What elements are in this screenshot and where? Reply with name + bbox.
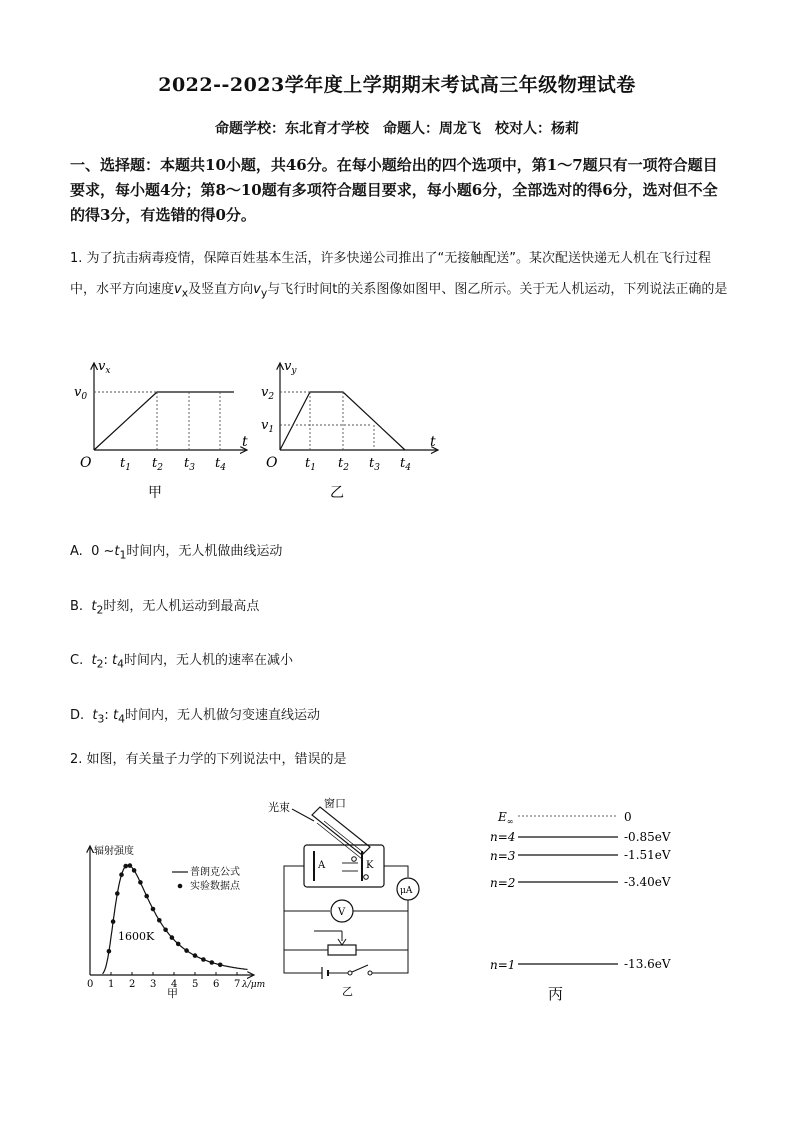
xtick-label: 2: [129, 979, 136, 990]
data-point: [115, 891, 120, 896]
figure-blackbody: [72, 840, 282, 1005]
data-point: [128, 863, 133, 868]
switch: [352, 965, 368, 972]
level-1-label: n=1: [490, 958, 516, 972]
xtick-label: $t_1$: [305, 456, 316, 473]
xtick-label: $t_3$: [369, 456, 380, 473]
rheostat: [328, 945, 356, 955]
origin-label: O: [266, 455, 278, 471]
section-instructions: 一、选择题：本题共10小题，共46分。在每小题给出的四个选项中，第1～7题只有一项符合题目要求，每小题4分；第8～10题有多项符合题目要求，每小题6分，全部选对的得6分，选对但不全的得3分，有选错的得0分。: [70, 156, 718, 224]
level-3-energy: -1.51eV: [624, 848, 671, 862]
data-point: [201, 957, 206, 962]
question-2-stem: 2. 如图，有关量子力学的下列说法中，错误的是: [70, 752, 347, 767]
xtick-label: 4: [171, 979, 178, 990]
data-point: [163, 928, 168, 933]
xtick-label: 5: [192, 979, 199, 990]
ytick-v0: $v_0$: [74, 385, 88, 402]
y-axis-label: $v_x$: [98, 359, 111, 376]
data-point: [176, 942, 181, 947]
question-number: 1.: [70, 251, 83, 266]
legend-line-label: 普朗克公式: [190, 867, 240, 878]
level-2-label: n=2: [490, 876, 516, 890]
x-ticks: [305, 456, 411, 473]
legend-dot-icon: [178, 884, 183, 889]
option-b[interactable]: B. $t_2$时刻，无人机运动到最高点: [70, 599, 260, 617]
level-3-label: n=3: [490, 849, 516, 863]
paper-subtitle: 命题学校：东北育才学校 命题人：周龙飞 校对人：杨莉: [215, 121, 579, 137]
figure-photoelectric: [262, 795, 442, 1000]
window-label: 窗口: [324, 797, 346, 810]
option-d[interactable]: D. $t_3$: $t_4$时间内，无人机做匀变速直线运动: [70, 708, 320, 726]
xtick-label: 3: [150, 979, 157, 990]
x-ticks: [120, 456, 226, 473]
data-point: [210, 960, 215, 965]
option-a[interactable]: A. 0 $\sim t_1$时间内，无人机做曲线运动: [70, 544, 283, 562]
x-axis-label: t: [242, 434, 248, 450]
figure-vx-t: [72, 355, 262, 505]
level-4-energy: -0.85eV: [624, 830, 671, 844]
svg-text:V: V: [338, 907, 346, 918]
question-number: 2.: [70, 752, 83, 767]
paper-title: 2022--2023学年度上学期期末考试高三年级物理试卷: [158, 74, 636, 96]
vx-curve: [94, 392, 234, 450]
data-point: [151, 907, 156, 912]
data-point: [119, 872, 124, 877]
level-inf-label: $E_\infty$: [498, 810, 514, 826]
data-point: [107, 949, 112, 954]
data-point: [138, 880, 143, 885]
beam-label: 光束: [268, 801, 290, 814]
question-1-stem: 1. 为了抗击病毒疫情，保障百姓基本生活，许多快递公司推出了“无接触配送”。某次配送快递无人机在飞行过程中，水平方向速度$v_x$及竖直方向$v_y$与飞行时间t的关系图像如图甲、图乙所示。关于无人机运动，下列说法正确的是: [70, 251, 728, 300]
x-axis-label: t: [430, 434, 436, 450]
figure-caption: 甲: [167, 987, 178, 1000]
level-2-energy: -3.40eV: [624, 875, 671, 889]
xtick-label: $t_4$: [400, 456, 411, 473]
data-point: [144, 894, 149, 899]
data-point: [170, 935, 175, 940]
xtick-label: $t_1$: [120, 456, 131, 473]
data-points: [107, 863, 223, 967]
level-1-energy: -13.6eV: [624, 957, 671, 971]
xtick-label: $t_2$: [152, 456, 163, 473]
figure-energy-levels: [488, 805, 688, 1005]
figure-caption: 乙: [330, 485, 344, 501]
figure-caption: 乙: [342, 985, 353, 998]
xtick-label: 1: [108, 979, 115, 990]
y-axis-label: 辐射强度: [94, 846, 134, 857]
ytick-v2: $v_2$: [261, 385, 275, 402]
xtick-label: 7: [234, 979, 241, 990]
svg-text:μA: μA: [400, 886, 413, 896]
y-axis-label: $v_y$: [284, 359, 297, 376]
temperature-label: 1600K: [118, 930, 155, 943]
x-axis-unit: λ/μm: [242, 980, 266, 990]
xtick-label: $t_2$: [338, 456, 349, 473]
vy-curve: [280, 392, 405, 450]
level-4-label: n=4: [490, 830, 516, 844]
legend-dots-label: 实验数据点: [190, 881, 240, 892]
data-point: [218, 963, 223, 968]
xtick-label: $t_3$: [184, 456, 195, 473]
ytick-v1: $v_1$: [261, 418, 275, 435]
anode-label: A: [318, 860, 326, 871]
data-point: [193, 953, 198, 958]
data-point: [157, 918, 162, 923]
figure-vy-t: [258, 355, 458, 505]
xtick-label: 0: [87, 979, 94, 990]
figure-caption: 丙: [548, 985, 564, 1003]
origin-label: O: [80, 455, 92, 471]
data-point: [184, 948, 189, 953]
level-inf-energy: 0: [624, 810, 632, 824]
figure-caption: 甲: [148, 485, 162, 501]
window-tube: [312, 807, 370, 855]
data-point: [123, 864, 128, 869]
xtick-label: $t_4$: [215, 456, 226, 473]
xtick-label: 6: [213, 979, 220, 990]
cathode-label: K: [366, 860, 374, 871]
option-c[interactable]: C. $t_2$: $t_4$时间内，无人机的速率在减小: [70, 653, 294, 671]
data-point: [132, 868, 137, 873]
data-point: [111, 919, 116, 924]
